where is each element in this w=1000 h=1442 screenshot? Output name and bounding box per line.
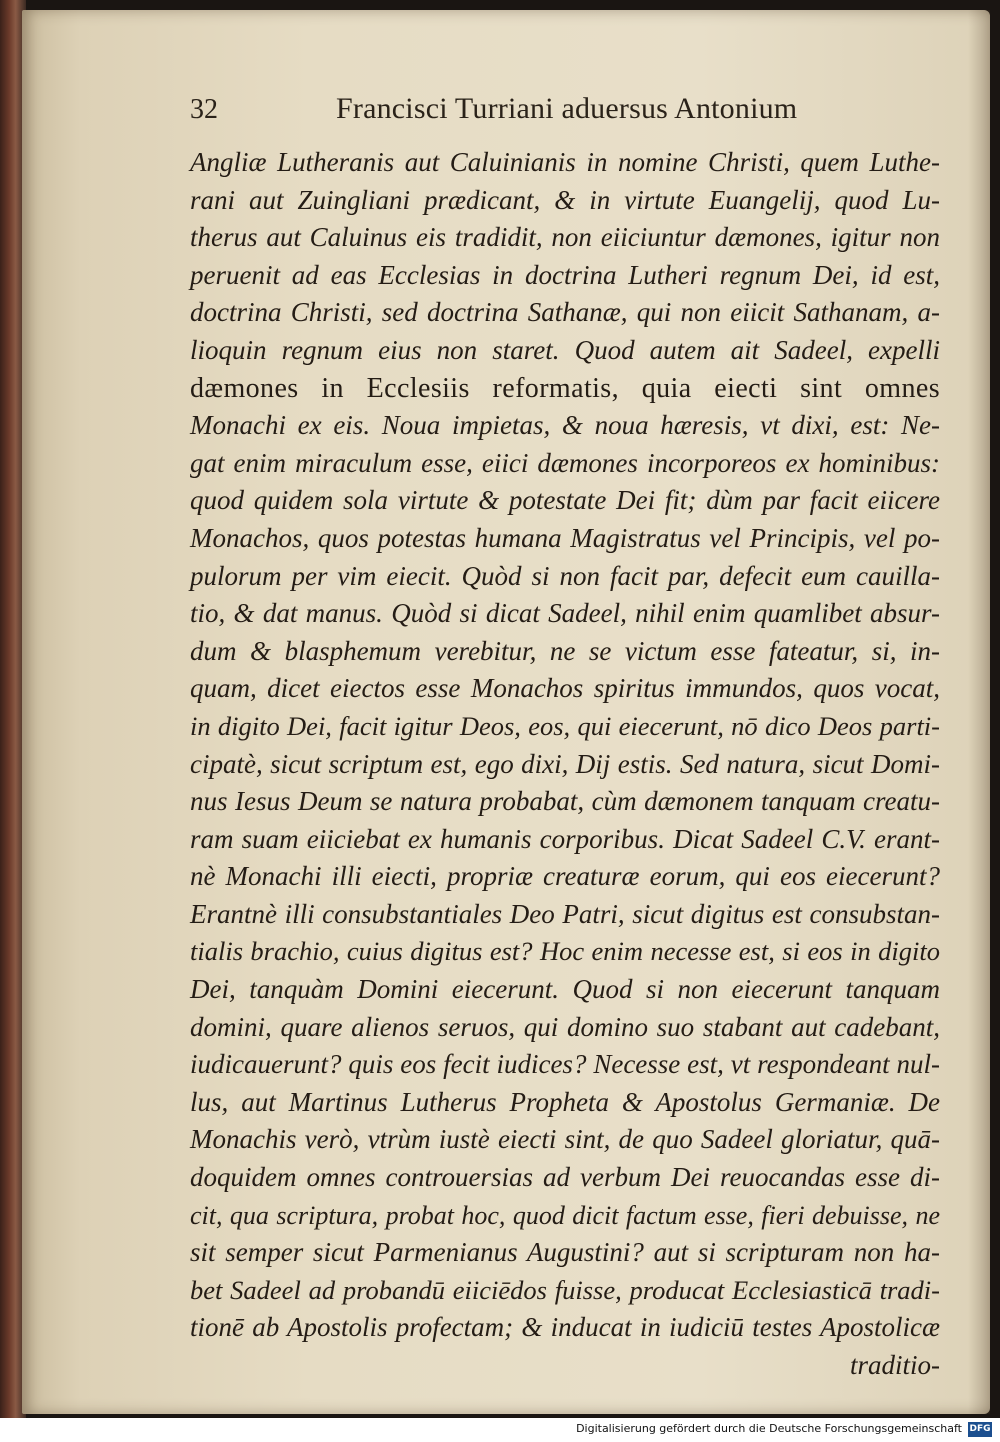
- body-text: [190, 144, 940, 1385]
- text-line: bet Sadeel ad probandū eiiciēdos fuisse, producat Ecclesiasticā tradi-: [190, 1274, 940, 1305]
- text-line: dum & blasphemum verebitur, ne se victum esse fateatur, si, in-: [190, 635, 940, 666]
- text-line: domini, quare alienos seruos, qui domino suo stabant aut cadebant,: [190, 1011, 940, 1042]
- text-line: Monachis verò, vtrùm iustè eiecti sint, de quo Sadeel gloriatur, quā-: [190, 1124, 940, 1155]
- text-line: quam, dicet eiectos esse Monachos spiritus immundos, quos vocat,: [190, 673, 940, 704]
- text-line: ram suam eiiciebat ex humanis corporibus. Dicat Sadeel C.V. erant-: [190, 823, 940, 854]
- text-line: doquidem omnes controuersias ad verbum Dei reuocandas esse di-: [190, 1162, 940, 1193]
- text-line: in digito Dei, facit igitur Deos, eos, qui eiecerunt, nō dico Deos parti-: [190, 710, 940, 741]
- text-line: lioquin regnum eius non staret. Quod autem ait Sadeel, expelli: [190, 334, 940, 365]
- text-line: tionē ab Apostolis profectam; & inducat in iudiciū testes Apostolicæ: [190, 1312, 940, 1343]
- text-line: iudicauerunt? quis eos fecit iudices? Necesse est, vt respondeant nul-: [190, 1049, 940, 1080]
- text-line: pulorum per vim eiecit. Quòd si non facit par, defecit eum cauilla-: [190, 560, 940, 591]
- text-line: cit, qua scriptura, probat hoc, quod dicit factum esse, fieri debuisse, ne: [190, 1200, 940, 1230]
- text-line: therus aut Caluinus eis tradidit, non eiiciuntur dæmones, igitur non: [190, 222, 940, 253]
- text-line: lus, aut Martinus Lutherus Propheta & Apostolus Germaniæ. De: [190, 1086, 940, 1117]
- page-number: 32: [190, 94, 218, 125]
- footer-bar: [0, 1418, 1000, 1442]
- page-header: [190, 88, 930, 134]
- text-line: gat enim miraculum esse, eiici dæmones incorporeos ex hominibus:: [190, 447, 940, 478]
- text-line: rani aut Zuingliani prædicant, & in virtute Euangelij, quod Lu-: [190, 184, 940, 215]
- dfg-logo-icon: DFG: [968, 1422, 992, 1437]
- text-line: Dei, tanquàm Domini eiecerunt. Quod si non eiecerunt tanquam: [190, 974, 940, 1005]
- text-line: Monachos, quos potestas humana Magistratus vel Principis, vel po-: [190, 522, 940, 553]
- catchword: traditio-: [849, 1350, 940, 1380]
- running-head: Francisci Turriani aduersus Antonium: [336, 92, 798, 125]
- text-line: cipatè, sicut scriptum est, ego dixi, Dij estis. Sed natura, sicut Domi-: [190, 748, 940, 779]
- funding-credit: Digitalisierung gefördert durch die Deutsche Forschungsgemeinschaft: [576, 1422, 962, 1435]
- text-line: tialis brachio, cuius digitus est? Hoc enim necesse est, si eos in digito: [190, 936, 940, 967]
- text-line: doctrina Christi, sed doctrina Sathanæ, qui non eiicit Sathanam, a-: [190, 297, 940, 328]
- text-line: dæmones in Ecclesiis reformatis, quia eiecti sint omnes: [190, 372, 940, 404]
- page-edge-shadow: [968, 10, 990, 1414]
- text-line: peruenit ad eas Ecclesias in doctrina Lutheri regnum Dei, id est,: [190, 259, 940, 290]
- text-line: nè Monachi illi eiecti, propriæ creaturæ eorum, qui eos eiecerunt?: [190, 861, 940, 892]
- text-line: Monachi ex eis. Noua impietas, & noua hæresis, vt dixi, est: Ne-: [190, 410, 940, 441]
- text-line: quod quidem sola virtute & potestate Dei fit; dùm par facit eiicere: [190, 485, 940, 516]
- text-line: Erantnè illi consubstantiales Deo Patri, sicut digitus est consubstan-: [190, 898, 940, 929]
- text-line: Angliæ Lutheranis aut Caluinianis in nomine Christi, quem Luthe-: [190, 147, 940, 177]
- text-line: tio, & dat manus. Quòd si dicat Sadeel, nihil enim quamlibet absur-: [190, 598, 940, 629]
- text-line: sit semper sicut Parmenianus Augustini? aut si scripturam non ha-: [190, 1237, 940, 1268]
- text-line: nus Iesus Deum se natura probabat, cùm dæmonem tanquam creatu-: [190, 786, 940, 817]
